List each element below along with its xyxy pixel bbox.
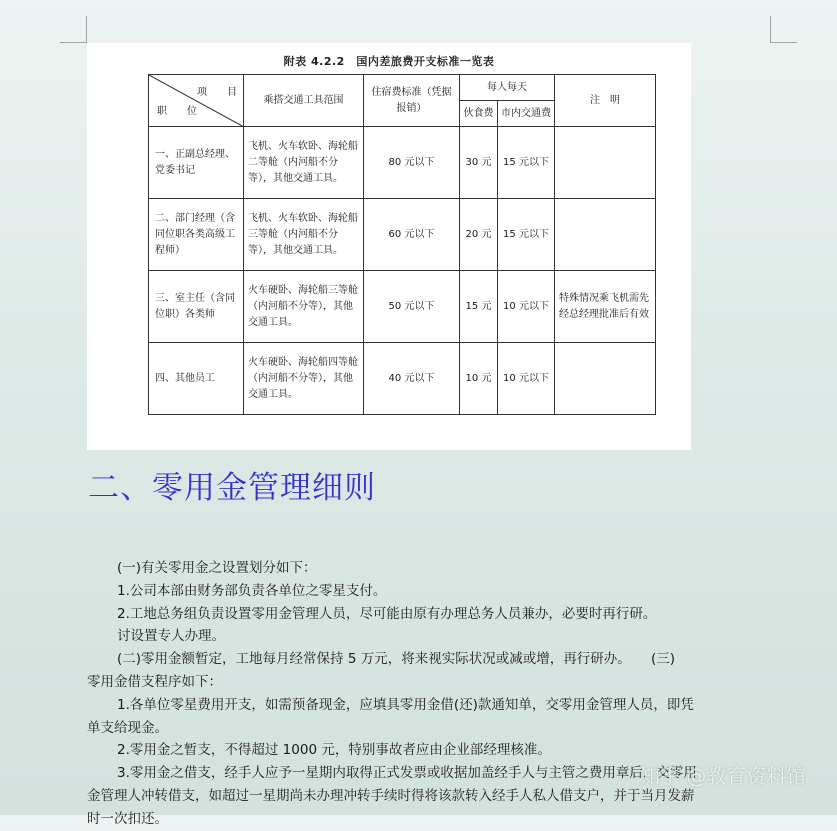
document-body: [87, 557, 777, 831]
table-row: [149, 271, 656, 343]
cell-transport: 飞机、火车软卧、海轮船二等舱（内河船不分等），其他交通工具。: [244, 127, 364, 199]
cell-local: 15 元以下: [498, 127, 555, 199]
header-diagonal-cell: [149, 75, 244, 127]
section-heading: 二、零用金管理细则: [88, 470, 376, 506]
travel-expense-table: [148, 74, 656, 415]
cell-position: 四、其他员工: [149, 343, 244, 415]
cell-food: 10 元: [460, 343, 498, 415]
header-daily: 每人每天: [460, 75, 555, 101]
cell-food: 15 元: [460, 271, 498, 343]
cell-note: [555, 127, 656, 199]
paragraph-line: 讨设置专人办理。: [117, 628, 225, 645]
paragraph-line: 1.公司本部由财务部负责各单位之零星支付。: [117, 582, 387, 599]
paragraph-line: 2.工地总务组负责设置零用金管理人员，尽可能由原有办理总务人员兼办，必要时再行研。: [117, 605, 657, 622]
cell-lodging: 40 元以下: [364, 343, 460, 415]
paragraph-line: 2.零用金之暂支，不得超过 1000 元，特别事故者应由企业部经理核准。: [117, 742, 551, 759]
cell-local: 15 元以下: [498, 199, 555, 271]
cell-position: 一、正副总经理、党委书记: [149, 127, 244, 199]
paragraph-line: 时一次扣还。: [87, 810, 168, 827]
cell-food: 30 元: [460, 127, 498, 199]
header-food: 伙食费: [460, 101, 498, 127]
crop-mark-top-left: [60, 16, 87, 43]
paragraph-line: 金管理人冲转借支，如超过一星期尚未办理冲转手续时得将该款转入经手人私人借支户，并于当月发薪: [87, 787, 695, 804]
paragraph-line: 单支给现金。: [87, 719, 168, 736]
cell-transport: 火车硬卧、海轮船四等舱（内河船不分等），其他交通工具。: [244, 343, 364, 415]
table-row: [149, 199, 656, 271]
table-caption: 附表 4.2.2 国内差旅费开支标准一览表: [283, 55, 495, 68]
cell-lodging: 60 元以下: [364, 199, 460, 271]
watermark: 知乎 @教育资料馆: [640, 764, 807, 788]
cell-lodging: 80 元以下: [364, 127, 460, 199]
crop-mark-top-right: [770, 16, 797, 43]
cell-lodging: 50 元以下: [364, 271, 460, 343]
paragraph-line: 3.零用金之借支，经手人应予一星期内取得正式发票或收据加盖经手人与主管之费用章后，交零用: [117, 765, 697, 782]
cell-local: 10 元以下: [498, 343, 555, 415]
cell-food: 20 元: [460, 199, 498, 271]
cell-note: [555, 199, 656, 271]
header-lodging: 住宿费标准（凭据报销）: [364, 75, 460, 127]
cell-transport: 飞机、火车软卧、海轮船三等舱（内河船不分等），其他交通工具。: [244, 199, 364, 271]
cell-local: 10 元以下: [498, 271, 555, 343]
paragraph-line: 零用金借支程序如下：: [87, 673, 222, 690]
header-note: 注 明: [555, 75, 656, 127]
header-item: 项 目: [197, 87, 237, 98]
table-row: [149, 127, 656, 199]
cell-position: 三、室主任（含同位职）各类师: [149, 271, 244, 343]
cell-note: [555, 343, 656, 415]
paragraph-line: (二)零用金额暂定，工地每月经常保持 5 万元，将来视实际状况或减或增，再行研办。 (三): [117, 651, 675, 668]
header-transport: 乘搭交通工具范围: [244, 75, 364, 127]
cell-position: 二、部门经理（含同位职各类高级工程师）: [149, 199, 244, 271]
header-local: 市内交通费: [498, 101, 555, 127]
header-position: 职 位: [157, 106, 197, 117]
table-row: [149, 343, 656, 415]
cell-transport: 火车硬卧、海轮船三等舱（内河船不分等），其他交通工具。: [244, 271, 364, 343]
cell-note: 特殊情况乘飞机需先经总经理批准后有效: [555, 271, 656, 343]
paragraph-line: (一)有关零用金之设置划分如下：: [117, 560, 317, 576]
paragraph-line: 1.各单位零星费用开支，如需预备现金，应填具零用金借(还)款通知单，交零用金管理人员，即凭: [117, 696, 694, 713]
scanned-table-image: [87, 43, 691, 450]
